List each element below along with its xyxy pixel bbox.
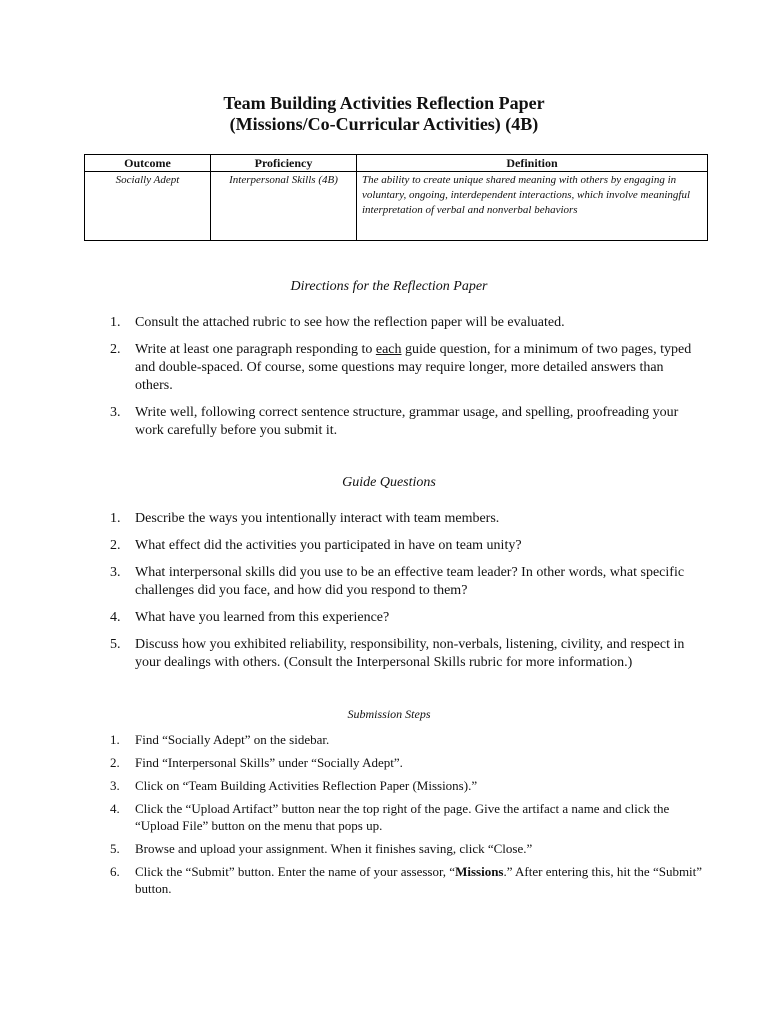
list-item: 2. Find “Interpersonal Skills” under “Socially Adept”. [110, 755, 403, 770]
header-outcome: Outcome [85, 155, 211, 172]
outcome-table-header-row [85, 155, 708, 172]
outcome-table-row [85, 172, 708, 241]
header-proficiency: Proficiency [211, 155, 357, 172]
header-definition: Definition [357, 155, 708, 172]
document-title-line-1: Team Building Activities Reflection Paper [223, 93, 545, 113]
guide-questions-list [110, 510, 692, 681]
list-item: 6. Click the “Submit” button. Enter the name of your assessor, “Missions.” After entering this, hit the “Submit” button. [110, 864, 703, 896]
outcome-table [84, 154, 708, 241]
directions-list [110, 314, 692, 449]
submission-steps-list [110, 731, 710, 903]
list-item: 2. Write at least one paragraph responding to each guide question, for a minimum of two pages, typed and double-spaced. Of course, some questions may require longer, more detailed answers than others. [110, 342, 692, 393]
list-item: 5. Browse and upload your assignment. When it finishes saving, click “Close.” [110, 841, 533, 856]
list-item: 3. Write well, following correct sentence structure, grammar usage, and spelling, proofreading your work carefully before you submit it. [110, 405, 679, 438]
guide-questions-heading: Guide Questions [342, 475, 436, 490]
list-item: 1. Find “Socially Adept” on the sidebar. [110, 732, 330, 747]
cell-definition: The ability to create unique shared meaning with others by engaging in voluntary, ongoing, interdependent interactions, which involve meaningful interpretation of verbal and nonverbal behaviors [357, 172, 708, 241]
list-item: 3. What interpersonal skills did you use to be an effective team leader? In other words, what specific challenges did you face, and how did you respond to them? [110, 565, 685, 598]
list-item: 1. Consult the attached rubric to see how the reflection paper will be evaluated. [110, 315, 565, 330]
list-item: 2. What effect did the activities you participated in have on team unity? [110, 538, 522, 553]
assessor-name: Missions [455, 864, 504, 879]
cell-outcome: Socially Adept [85, 172, 211, 241]
cell-proficiency: Interpersonal Skills (4B) [211, 172, 357, 241]
list-item: 3. Click on “Team Building Activities Reflection Paper (Missions).” [110, 778, 478, 793]
document-title-line-2: (Missions/Co-Curricular Activities) (4B) [229, 114, 539, 134]
list-item: 4. Click the “Upload Artifact” button near the top right of the page. Give the artifact a name and click the “Upload File” button on the menu that pops up. [110, 801, 670, 833]
submission-steps-heading: Submission Steps [347, 707, 431, 721]
list-item: 4. What have you learned from this experience? [110, 610, 390, 625]
list-item: 1. Describe the ways you intentionally interact with team members. [110, 511, 500, 526]
directions-heading: Directions for the Reflection Paper [290, 279, 488, 294]
list-item: 5. Discuss how you exhibited reliability, responsibility, non-verbals, listening, civility, and respect in your dealings with others. (Consult the Interpersonal Skills rubric for more information.) [110, 637, 685, 670]
emphasis-each: each [375, 342, 402, 357]
